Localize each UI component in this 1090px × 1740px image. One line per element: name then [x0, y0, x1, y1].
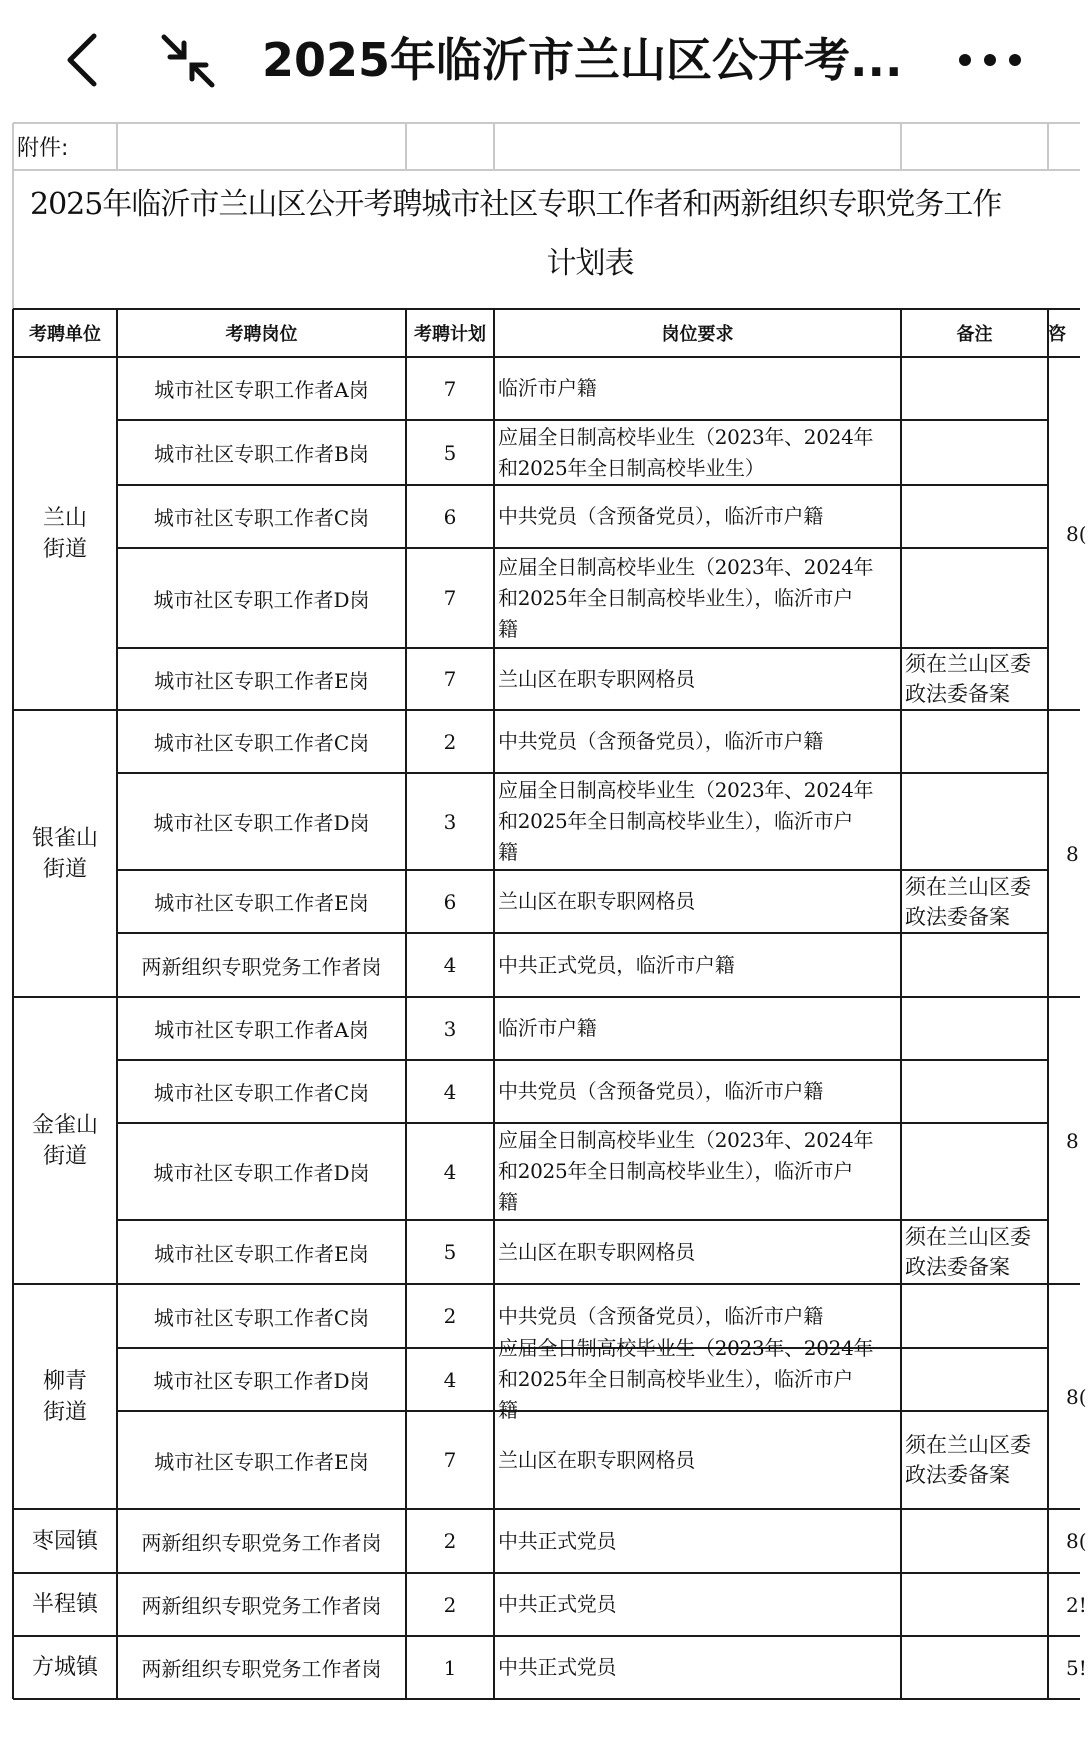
position-cell	[117, 1060, 406, 1123]
position-cell-text: 城市社区专职工作者E岗	[154, 1449, 369, 1474]
column-header-note	[901, 309, 1048, 357]
requirement-cell-text: 兰山区在职专职网格员	[498, 889, 695, 913]
position-cell	[117, 870, 406, 933]
position-cell	[117, 485, 406, 548]
column-header-requirement-text: 岗位要求	[661, 324, 734, 345]
requirement-cell	[494, 1220, 901, 1284]
position-cell-text: 城市社区专职工作者D岗	[153, 1161, 370, 1185]
requirement-cell	[494, 710, 901, 773]
top-navigation-bar	[0, 0, 1080, 120]
position-cell-text: 两新组织专职党务工作者岗	[141, 1594, 382, 1618]
column-header-position-text: 考聘岗位	[225, 324, 298, 345]
collapse-arrows-icon[interactable]	[158, 32, 218, 90]
plan-cell-text: 7	[443, 376, 457, 401]
plan-cell	[406, 1123, 494, 1220]
contact-cell-text: 8(	[1066, 1529, 1087, 1553]
note-cell	[901, 1573, 1048, 1636]
requirement-cell-text: 应届全日制高校毕业生（2023年、2024年 和2025年全日制高校毕业生），临沂市户 籍	[498, 1128, 874, 1214]
position-cell	[117, 1636, 406, 1699]
plan-cell-text: 3	[443, 1016, 457, 1041]
requirement-cell-text: 临沂市户籍	[498, 376, 597, 400]
requirement-cell	[494, 1123, 901, 1220]
table-title-line1	[30, 178, 1080, 232]
attachment-label	[17, 123, 117, 170]
plan-cell-text: 7	[443, 586, 457, 610]
plan-cell-text: 2	[443, 1592, 457, 1617]
plan-cell-text: 7	[443, 1448, 457, 1472]
plan-cell-text: 2	[443, 1529, 457, 1553]
requirement-cell-text: 中共正式党员，临沂市户籍	[498, 952, 735, 977]
column-header-requirement	[494, 309, 901, 357]
position-cell-text: 两新组织专职党务工作者岗	[141, 1530, 382, 1555]
plan-cell	[406, 870, 494, 933]
plan-cell	[406, 933, 494, 997]
contact-cell	[1048, 1573, 1090, 1636]
note-cell	[901, 485, 1048, 548]
plan-cell	[406, 710, 494, 773]
position-cell-text: 城市社区专职工作者C岗	[153, 506, 370, 530]
note-cell	[901, 870, 1048, 933]
more-dots-icon[interactable]	[955, 40, 1025, 80]
note-cell	[901, 933, 1048, 997]
plan-cell	[406, 773, 494, 870]
contact-cell	[1048, 1636, 1090, 1699]
plan-cell	[406, 1636, 494, 1699]
unit-cell-text: 柳青 街道	[42, 1368, 87, 1425]
requirement-cell	[494, 357, 901, 420]
requirement-cell-text: 中共正式党员	[498, 1655, 617, 1679]
requirement-cell-text: 应届全日制高校毕业生（2023年、2024年 和2025年全日制高校毕业生），临沂市户 籍	[498, 554, 874, 641]
plan-cell	[406, 1573, 494, 1636]
position-cell-text: 城市社区专职工作者D岗	[153, 811, 370, 835]
requirement-cell-text: 临沂市户籍	[498, 1016, 597, 1040]
position-cell	[117, 1348, 406, 1411]
requirement-cell	[494, 485, 901, 548]
requirement-cell	[494, 548, 901, 648]
position-cell-text: 两新组织专职党务工作者岗	[141, 954, 382, 979]
plan-cell-text: 4	[443, 1367, 457, 1392]
note-cell	[901, 997, 1048, 1060]
position-cell-text: 城市社区专职工作者E岗	[154, 1241, 369, 1266]
requirement-cell	[494, 1336, 901, 1422]
page-title: 2025年临沂市兰山区公开考...	[262, 33, 903, 87]
note-cell	[901, 357, 1048, 420]
contact-cell	[1048, 997, 1090, 1284]
position-cell	[117, 773, 406, 870]
requirement-cell-text: 应届全日制高校毕业生（2023年、2024年 和2025年全日制高校毕业生），临沂市户 籍	[498, 1336, 874, 1422]
unit-cell	[13, 1509, 117, 1573]
note-cell	[901, 1220, 1048, 1284]
unit-cell-text: 枣园镇	[31, 1528, 98, 1554]
requirement-cell-text: 应届全日制高校毕业生（2023年、2024年 和2025年全日制高校毕业生）	[498, 424, 874, 480]
plan-cell-text: 6	[443, 504, 457, 529]
note-cell-text: 须在兰山区委 政法委备案	[905, 652, 1031, 706]
requirement-cell	[494, 1411, 901, 1509]
plan-cell-text: 4	[443, 1159, 457, 1184]
plan-cell-text: 1	[443, 1655, 457, 1680]
plan-cell	[406, 1060, 494, 1123]
contact-cell-text: 8(	[1066, 1384, 1087, 1409]
note-cell	[901, 648, 1048, 710]
attachment-label-text: 附件:	[17, 136, 69, 161]
plan-cell-text: 5	[443, 1240, 457, 1264]
plan-cell-text: 4	[443, 1079, 457, 1104]
note-cell	[901, 1411, 1048, 1509]
position-cell-text: 城市社区专职工作者E岗	[154, 891, 369, 915]
requirement-cell	[494, 773, 901, 870]
position-cell-text: 城市社区专职工作者A岗	[154, 378, 369, 402]
contact-cell	[1048, 710, 1090, 997]
requirement-cell	[494, 1509, 901, 1573]
column-header-unit	[13, 309, 117, 357]
unit-cell	[13, 710, 117, 997]
unit-cell-text: 半程镇	[31, 1592, 98, 1617]
contact-cell	[1048, 357, 1090, 710]
position-cell	[117, 1220, 406, 1284]
requirement-cell	[494, 1636, 901, 1699]
plan-cell	[406, 1220, 494, 1284]
position-cell-text: 城市社区专职工作者C岗	[153, 731, 370, 755]
table-title-line2	[440, 238, 740, 290]
note-cell	[901, 1123, 1048, 1220]
plan-cell-text: 7	[443, 667, 457, 691]
chevron-left-icon[interactable]	[60, 30, 104, 90]
requirement-cell-text: 中共党员（含预备党员），临沂市户籍	[498, 504, 823, 528]
requirement-cell-text: 兰山区在职专职网格员	[498, 666, 695, 691]
plan-cell	[406, 1348, 494, 1411]
position-cell-text: 城市社区专职工作者E岗	[154, 668, 369, 693]
plan-cell	[406, 548, 494, 648]
note-cell	[901, 710, 1048, 773]
note-cell	[901, 1636, 1048, 1699]
position-cell-text: 城市社区专职工作者A岗	[154, 1018, 369, 1042]
column-header-plan-text: 考聘计划	[414, 324, 486, 345]
requirement-cell-text: 中共党员（含预备党员），临沂市户籍	[498, 729, 823, 753]
note-cell-text: 须在兰山区委 政法委备案	[905, 1225, 1031, 1279]
requirement-cell	[494, 933, 901, 997]
plan-cell-text: 2	[443, 729, 457, 754]
note-cell	[901, 773, 1048, 870]
position-cell	[117, 997, 406, 1060]
requirement-cell	[494, 997, 901, 1060]
position-cell	[117, 710, 406, 773]
note-cell	[901, 1348, 1048, 1411]
requirement-cell-text: 中共党员（含预备党员），临沂市户籍	[498, 1303, 823, 1328]
column-header-contact-text: 咨	[1048, 324, 1066, 345]
plan-cell-text: 2	[443, 1304, 457, 1328]
note-cell-text: 须在兰山区委 政法委备案	[905, 1433, 1031, 1487]
position-cell	[117, 1284, 406, 1348]
requirement-cell-text: 中共正式党员	[498, 1592, 617, 1616]
unit-cell-text: 兰山 街道	[42, 505, 87, 562]
requirement-cell-text: 兰山区在职专职网格员	[498, 1447, 695, 1472]
requirement-cell	[494, 1573, 901, 1636]
contact-cell-text: 5!	[1066, 1655, 1087, 1680]
position-cell	[117, 1411, 406, 1509]
note-cell	[901, 1060, 1048, 1123]
position-cell	[117, 1123, 406, 1220]
requirement-cell	[494, 1060, 901, 1123]
position-cell-text: 城市社区专职工作者D岗	[153, 1369, 370, 1393]
plan-cell	[406, 1411, 494, 1509]
position-cell	[117, 933, 406, 997]
position-cell	[117, 420, 406, 485]
requirement-cell-text: 中共党员（含预备党员），临沂市户籍	[498, 1079, 823, 1103]
unit-cell-text: 银雀山 街道	[31, 825, 98, 882]
plan-cell	[406, 357, 494, 420]
plan-cell-text: 4	[443, 953, 457, 977]
column-header-unit-text: 考聘单位	[29, 324, 101, 345]
position-cell	[117, 1509, 406, 1573]
position-cell-text: 两新组织专职党务工作者岗	[141, 1657, 382, 1681]
note-cell	[901, 1509, 1048, 1573]
requirement-cell	[494, 420, 901, 485]
contact-cell	[1048, 1509, 1090, 1573]
position-cell-text: 城市社区专职工作者C岗	[153, 1081, 370, 1105]
note-cell-text: 须在兰山区委 政法委备案	[905, 874, 1031, 929]
unit-cell-text: 方城镇	[31, 1655, 98, 1680]
plan-cell	[406, 1509, 494, 1573]
plan-cell	[406, 485, 494, 548]
contact-cell-text: 2!	[1066, 1592, 1087, 1617]
plan-cell	[406, 997, 494, 1060]
contact-cell-text: 8	[1066, 841, 1079, 866]
unit-cell	[13, 1573, 117, 1636]
unit-cell	[13, 1284, 117, 1509]
position-cell-text: 城市社区专职工作者D岗	[153, 587, 370, 612]
unit-cell	[13, 997, 117, 1284]
position-cell	[117, 548, 406, 648]
requirement-cell-text: 应届全日制高校毕业生（2023年、2024年 和2025年全日制高校毕业生），临沂市户 籍	[498, 778, 874, 864]
contact-cell	[1048, 1284, 1090, 1509]
contact-cell-text: 8(	[1066, 521, 1087, 546]
contact-cell-text: 8	[1066, 1128, 1079, 1153]
plan-cell	[406, 420, 494, 485]
requirement-cell-text: 兰山区在职专职网格员	[498, 1239, 695, 1264]
recruitment-plan-table	[0, 120, 1087, 1740]
unit-cell	[13, 357, 117, 710]
table-title-line2-text: 计划表	[546, 246, 634, 281]
plan-cell-text: 6	[443, 889, 457, 914]
position-cell	[117, 648, 406, 710]
note-cell	[901, 1284, 1048, 1348]
unit-cell-text: 金雀山 街道	[31, 1112, 98, 1169]
column-header-position	[117, 309, 406, 357]
unit-cell	[13, 1636, 117, 1699]
position-cell	[117, 357, 406, 420]
plan-cell-text: 3	[443, 809, 457, 834]
column-header-plan	[406, 309, 494, 357]
requirement-cell	[494, 648, 901, 710]
position-cell-text: 城市社区专职工作者C岗	[153, 1305, 370, 1330]
column-header-note-text: 备注	[956, 324, 993, 345]
requirement-cell	[494, 870, 901, 933]
position-cell	[117, 1573, 406, 1636]
note-cell	[901, 548, 1048, 648]
note-cell	[901, 420, 1048, 485]
column-header-contact	[1048, 309, 1090, 357]
plan-cell	[406, 1284, 494, 1348]
plan-cell	[406, 648, 494, 710]
plan-cell-text: 5	[443, 440, 457, 465]
position-cell-text: 城市社区专职工作者B岗	[154, 442, 369, 466]
table-title-line1-text: 2025年临沂市兰山区公开考聘城市社区专职工作者和两新组织专职党务工作	[30, 187, 1002, 222]
requirement-cell-text: 中共正式党员	[498, 1528, 617, 1553]
